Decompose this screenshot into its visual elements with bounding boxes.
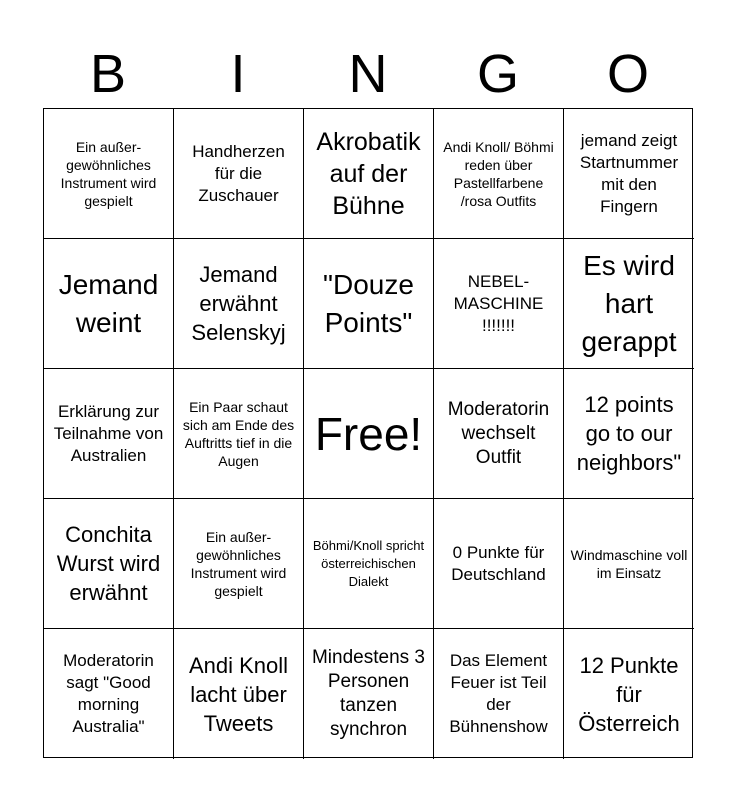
- bingo-cell[interactable]: Andi Knoll lacht über Tweets: [174, 629, 304, 759]
- bingo-cell[interactable]: 12 Punkte für Österreich: [578, 652, 680, 736]
- bingo-cell[interactable]: jemand zeigt Startnummer mit den Fingern: [564, 109, 694, 239]
- header-letter-n: N: [348, 44, 388, 104]
- bingo-cell[interactable]: "Douze Points": [304, 239, 434, 369]
- bingo-cell[interactable]: Akrobatik auf der Bühne: [304, 109, 434, 239]
- bingo-cell[interactable]: Ein Paar schaut sich am Ende des Auftritts tief in die Augen: [174, 369, 304, 499]
- bingo-cell[interactable]: Erklärung zur Teilnahme von Australien: [44, 369, 174, 499]
- bingo-cell[interactable]: Windmaschine voll im Einsatz: [564, 499, 694, 629]
- bingo-cell[interactable]: Moderatorin sagt "Good morning Australia": [44, 629, 174, 759]
- bingo-cell[interactable]: Ein außer-gewöhnliches Instrument wird gespielt: [174, 499, 304, 629]
- bingo-cell[interactable]: Böhmi/Knoll spricht österreichischen Dialekt: [304, 499, 434, 629]
- bingo-cell[interactable]: Es wird hart gerappt: [564, 239, 694, 369]
- bingo-cell[interactable]: Handherzen für die Zuschauer: [174, 109, 304, 239]
- header-letter-g: G: [476, 44, 519, 104]
- bingo-header: [43, 40, 693, 108]
- bingo-cell[interactable]: Jemand weint: [44, 239, 174, 369]
- bingo-cell[interactable]: Conchita Wurst wird erwähnt: [44, 499, 174, 629]
- bingo-cell[interactable]: Andi Knoll/ Böhmi reden über Pastellfarbene /rosa Outfits: [434, 109, 564, 239]
- header-letter-b: B: [89, 44, 127, 104]
- bingo-cell[interactable]: Jemand erwähnt Selenskyj: [174, 239, 304, 369]
- free-cell[interactable]: Free!: [304, 369, 434, 499]
- bingo-cell[interactable]: Ein außer-gewöhnliches Instrument wird gespielt: [44, 109, 174, 239]
- bingo-cell[interactable]: 12 points go to our neighbors": [564, 369, 694, 499]
- bingo-cell[interactable]: Das Element Feuer ist Teil der Bühnenshow: [434, 629, 564, 759]
- bingo-cell[interactable]: Mindestens 3 Personen tanzen synchron: [304, 629, 434, 759]
- bingo-cell[interactable]: 0 Punkte für Deutschland: [434, 499, 564, 629]
- bingo-cell[interactable]: Moderatorin wechselt Outfit: [434, 369, 564, 499]
- header-letter-o: O: [606, 44, 649, 104]
- header-letter-i: I: [230, 44, 246, 104]
- bingo-grid: [43, 108, 693, 758]
- bingo-cell[interactable]: NEBEL-MASCHINE !!!!!!!: [434, 239, 564, 369]
